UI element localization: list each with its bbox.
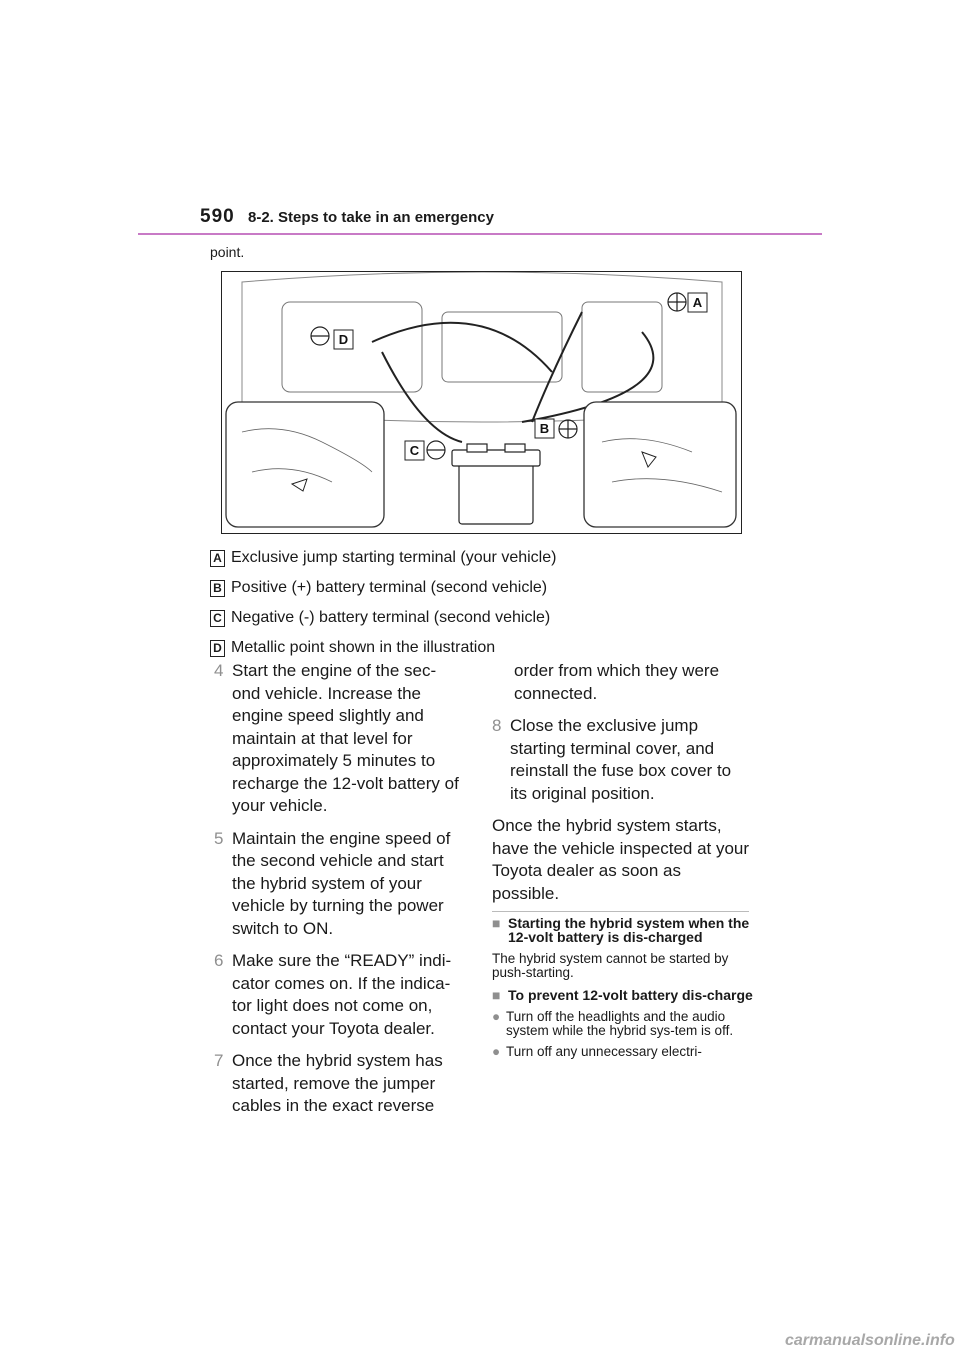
figure-label-b: B	[539, 421, 550, 436]
legend-badge-c: C	[210, 610, 225, 627]
figure-label-c: C	[409, 443, 420, 458]
step-text: Start the engine of the sec-ond vehicle. Increase the engine speed slightly and maintain at that level for approximately 5 minutes to recharge the 12-volt battery of your vehicle.	[232, 661, 459, 815]
section-title: 8-2. Steps to take in an emergency	[248, 209, 494, 226]
left-column	[214, 660, 464, 1128]
step-number: 7	[214, 1051, 224, 1070]
page-header	[200, 206, 822, 236]
figure-label-a: A	[692, 295, 703, 310]
step-item	[214, 828, 464, 941]
note-heading-text: Starting the hybrid system when the 12-volt battery is dis-charged	[508, 915, 750, 945]
step-continuation: order from which they were connected.	[514, 661, 720, 703]
note-heading	[492, 988, 754, 1002]
bullet-dot-icon: ●	[492, 1009, 501, 1024]
right-column	[492, 660, 752, 905]
continuation-text: point.	[210, 244, 245, 260]
legend-text: Exclusive jump starting terminal (your vehicle)	[231, 549, 557, 566]
step-text: Make sure the “READY” indi-cator comes on. If the indica-tor light does not come on, contact your Toyota dealer.	[232, 951, 452, 1038]
note-bullet	[492, 1010, 754, 1038]
step-number: 8	[492, 716, 502, 735]
step-text: Close the exclusive jump starting terminal cover, and reinstall the fuse box cover to its original position.	[510, 716, 732, 803]
closing-paragraph: Once the hybrid system starts, have the vehicle inspected at your Toyota dealer as soon as possible.	[492, 816, 750, 903]
step-text: Once the hybrid system has started, remove the jumper cables in the exact reverse	[232, 1051, 443, 1115]
step-item	[214, 660, 464, 818]
legend-item	[210, 633, 770, 663]
legend-text: Metallic point shown in the illustration	[231, 639, 496, 656]
step-text: Maintain the engine speed of the second vehicle and start the hybrid system of your vehicle by turning the power switch to ON.	[232, 828, 451, 938]
jump-start-illustration	[221, 271, 742, 534]
step-number: 5	[214, 828, 224, 848]
bullet-dot-icon: ●	[492, 1044, 501, 1059]
legend-item	[210, 543, 770, 573]
legend-badge-a: A	[210, 550, 225, 567]
notes-section	[492, 916, 754, 1066]
square-marker-icon: ■	[492, 987, 501, 1003]
legend-item	[210, 603, 770, 633]
step-item	[214, 1050, 464, 1118]
footer-watermark: carmanualsonline.info	[785, 1332, 955, 1349]
page-number: 590	[200, 206, 235, 227]
figure-legend	[210, 543, 770, 663]
note-heading	[492, 916, 754, 944]
step-item	[492, 715, 752, 805]
note-heading-text: To prevent 12-volt battery dis-charge	[508, 987, 753, 1003]
legend-text: Negative (-) battery terminal (second vehicle)	[231, 609, 551, 626]
note-bullet-text: Turn off the headlights and the audio system while the hybrid sys-tem is off.	[506, 1009, 734, 1038]
step-number: 4	[214, 661, 224, 680]
step-item	[214, 950, 464, 1040]
legend-item	[210, 573, 770, 603]
legend-text: Positive (+) battery terminal (second vehicle)	[231, 579, 548, 596]
note-body: The hybrid system cannot be started by push-starting.	[492, 951, 729, 980]
step-number: 6	[214, 951, 224, 970]
note-bullet	[492, 1045, 754, 1059]
header-divider	[138, 233, 822, 235]
square-marker-icon: ■	[492, 915, 501, 931]
legend-badge-d: D	[210, 640, 225, 657]
figure-label-d: D	[338, 332, 349, 347]
legend-badge-b: B	[210, 580, 225, 597]
notes-divider	[492, 911, 749, 912]
note-bullet-text: Turn off any unnecessary electri-	[506, 1044, 702, 1059]
